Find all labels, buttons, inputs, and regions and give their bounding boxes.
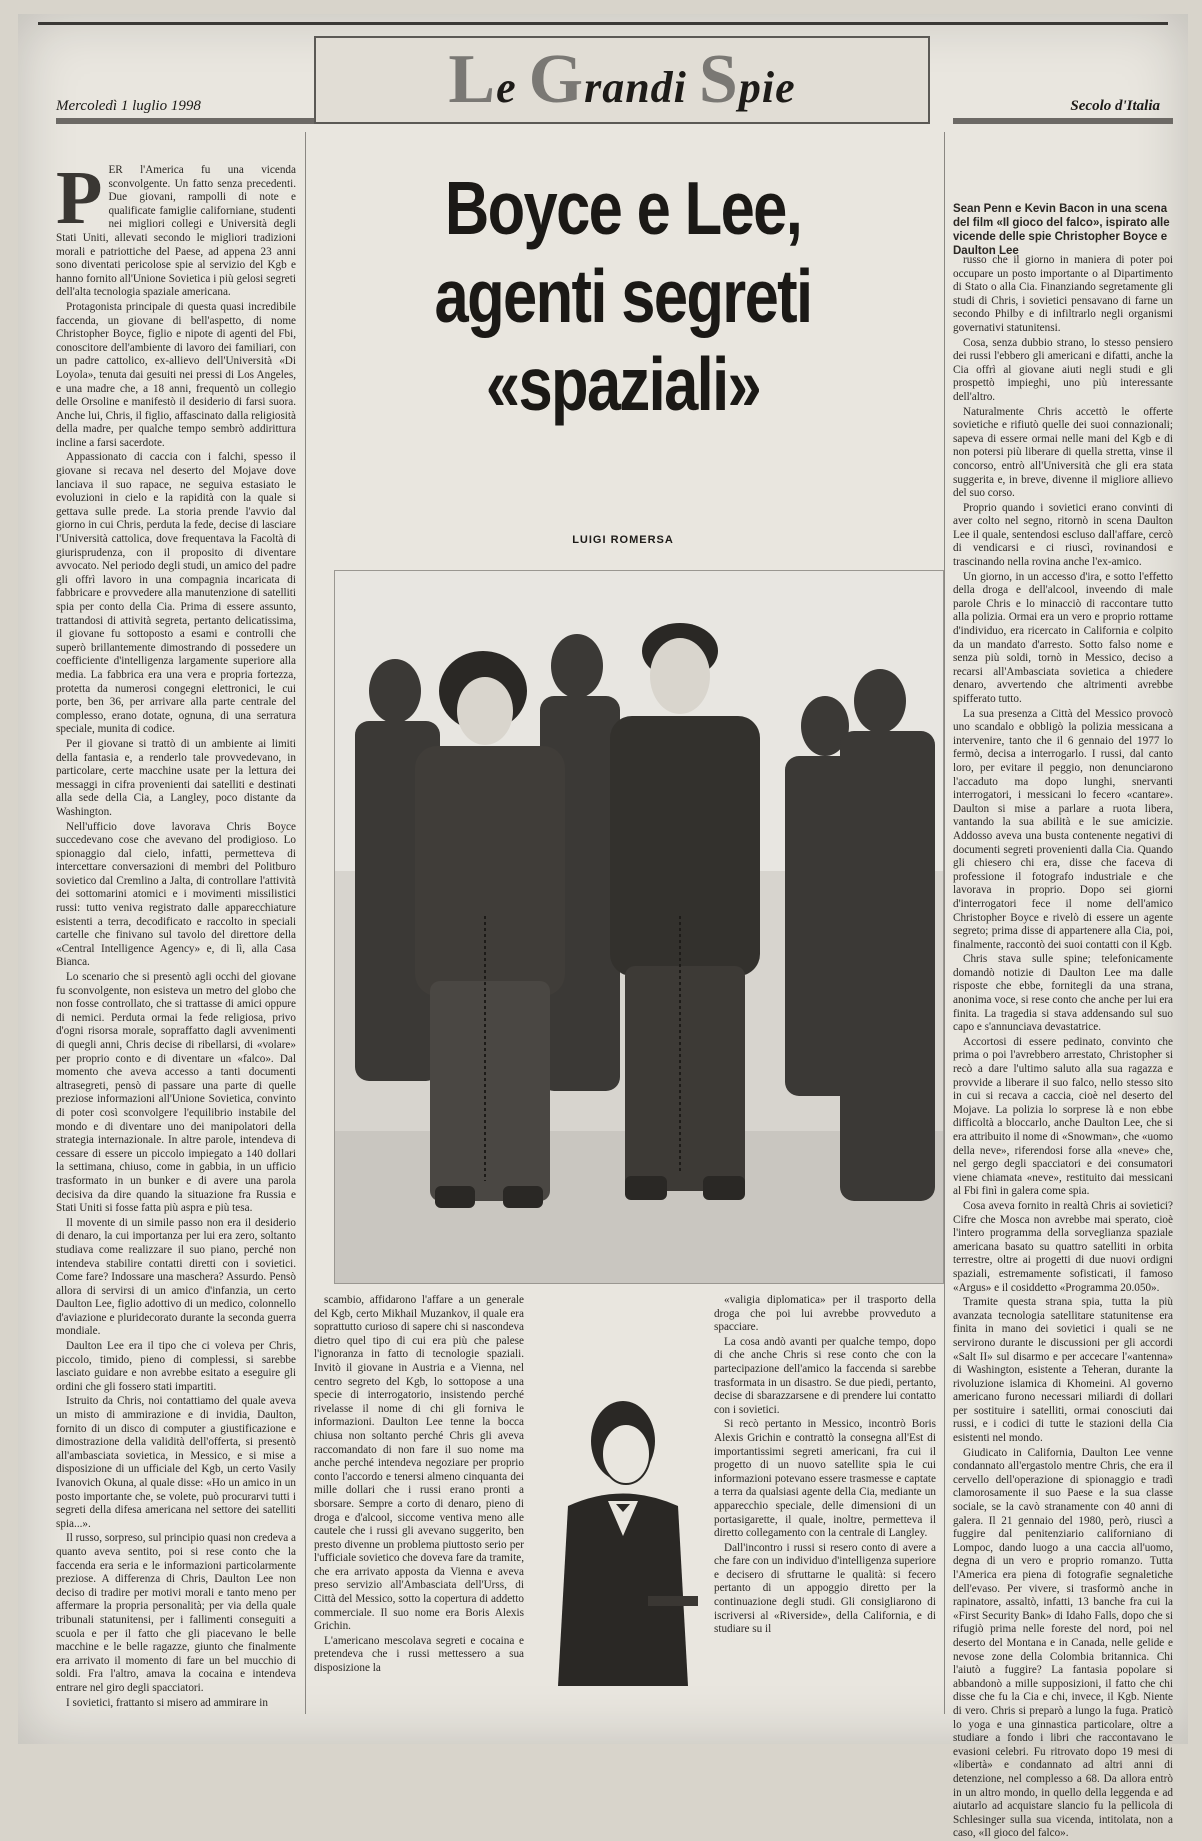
article-paragraph: I sovietici, frattanto si misero ad ammirare in [66, 1696, 268, 1709]
section-title: Le Grandi Spie [448, 41, 796, 118]
article-paragraph: Proprio quando i sovietici erano convinti di aver colto nel segno, ritornò in scena Daulton Lee il quale, sentendosi escluso dall'affare, cercò di vendicarsi e ci riuscì, rovinandosi e trascinando nella rovina anche l'ex-amico. [953, 501, 1173, 569]
issue-date: Mercoledì 1 luglio 1998 [56, 98, 201, 114]
article-paragraph: La sua presenza a Città del Messico provocò uno scandalo e obbligò la polizia messicana a intervenire, tanto che il 6 gennaio del 1977 lo fermò, decisa a interrogarlo. I russi, dal canto loro, per evitare il peggio, non denunciarono l'accaduto ma dopo lunghi, snervanti interrogatori, i messicani lo fecero «cantare». Daulton si mise a parlare a ruota libera, vantando la sua abilità e le sue amicizie. Addosso aveva una busta contenente negativi di documenti segreti provenienti dalla Cia. Quando gli chiesero chi era, disse che faceva di professione il fotografo industriale e che lavorava in proprio. Dopo sei giorni d'interrogatori fece il nome dell'amico Christopher Boyce e rivelò di essere un agente segreto; prima disse di appartenere alla Cia, poi, finalmente, raccontò dei suoi contatti con il Kgb. [953, 707, 1173, 951]
newspaper-page [18, 14, 1188, 1840]
article-paragraph: Naturalmente Chris accettò le offerte sovietiche e rifiutò quelle dei suoi connazionali; sapeva di essere ormai nelle mani del Kgb e di non potersi più liberare di quella stretta, vinse il concorso, entrò all'Università che gli era stata suggerita e, in breve, divenne il migliore allievo del suo corso. [953, 405, 1173, 500]
article-paragraph: Si recò pertanto in Messico, incontrò Boris Alexis Grichin e contrattò la consegna all'Est di importantissimi segreti americani, fra cui il progetto di un nuovo satellite spia le cui informazioni potevano essere trasmesse e captate a terra da qualsiasi agente della Cia, mediante un apparecchio speciale, delle dimensioni di un portasigarette, il quale, inoltre, permetteva il diretto collegamento con la centrale di Langley. [714, 1418, 936, 1540]
article-column-2 [314, 1294, 524, 1724]
column-rule [305, 132, 306, 1714]
article-paragraph: Protagonista principale di questa quasi incredibile faccenda, un giovane di bell'aspetto, di nome Christopher Boyce, figlio e nipote di agenti del Fbi, conoscitore dell'ambiente di lavoro dei familiari, con un padre cattolico, ex-allievo dell'Università «Di Loyola», tenuta dai gesuiti nei pressi di Los Angeles, e una madre che, a 18 anni, frequentò un collegio delle Orsoline e manifestò il desiderio di farsi suora. Anche lui, Chris, il figlio, affascinato dalla religiosità della madre, per qualche tempo sembrò addirittura incline a farsi sacerdote. [56, 300, 296, 449]
article-paragraph: La cosa andò avanti per qualche tempo, dopo di che anche Chris si rese conto che con la partecipazione dell'amico la faccenda si sarebbe trasformata in un disastro. Se due piedi, pertanto, decise di sbarazzarsene e di prendere lui contatto con i sovietici. [714, 1335, 936, 1416]
byline: LUIGI ROMERSA [572, 534, 674, 546]
publication-name: Secolo d'Italia [1070, 98, 1160, 114]
article-paragraph: «valigia diplomatica» per il trasporto della droga che poi lui avrebbe provveduto a spacciare. [714, 1294, 936, 1334]
article-paragraph: Lo scenario che si presentò agli occhi del giovane fu sconvolgente, non esisteva un metro del globo che non fosse controllato, che si trattasse di amici oppure di nemici. Perduta ormai la fede religiosa, privo d'ogni risorsa morale, sopraffatto dagli avvenimenti di quegli anni, Chris decise di ribellarsi, di «volare» per proprio conto e di diventare un «falco». Dal momento che aveva accesso a tanti documenti altrasegreti, pensò di passare una parte di quelle preziose informazioni all'Unione Sovietica, convinto di poter così sconvolgere l'equilibrio instabile del mondo e di diventare uno dei manipolatori della strategia internazionale. In altre parole, intendeva di cessare di essere un piccolo impiegato a 140 dollari la settimana, chiuso, come in gabbia, in un ufficio trasformato in un bunker e di avere una parola decisiva da dire quando la situazione fra Russia e Stati Uniti si fosse fatta più aspra e più tesa. [56, 971, 296, 1215]
headline: Boyce e Lee, agenti segreti «spaziali» [434, 166, 812, 426]
article-paragraph: Chris stava sulle spine; telefonicamente domandò notizie di Daulton Lee ma dalle risposte che ebbe, fornitegli da una strana, anonima voce, si rese conto che anche per lui era finita. La tragedia si stava addensando sul suo capo e s'annunciava devastatrice. [953, 953, 1173, 1034]
article-paragraph: Nell'ufficio dove lavorava Chris Boyce succedevano cose che avevano del prodigioso. Lo spionaggio dal cielo, infatti, permetteva di intercettare conversazioni di membri del Politburo sovietico dal Cremlino a Jalta, di controllare l'attività dei sottomarini atomici e i movimenti missilistici russi: tutto veniva registrato dalle apparecchiature esistenti a terra, decodificato e raccolto in speciali cartelle che finivano sul tavolo del direttore della «Central Intelligence Agency» e, di lì, alla Casa Bianca. [56, 820, 296, 969]
article-paragraph: Giudicato in California, Daulton Lee venne condannato all'ergastolo mentre Chris, che era il cervello dell'operazione di spionaggio e tradì clamorosamente il suo Paese e la sua classe sociale, se la cavò stranamente con 40 anni di galera. Il 21 gennaio del 1980, però, riuscì a fuggire dal penitenziario californiano di Lompoc, dando luogo a una caccia all'uomo, degna di un vero e proprio romanzo. Tutta l'America era piena di fotografie segnaletiche dell'evaso. Per vivere, si trasformò anche in rapinatore, assaltò, infatti, 13 banche fra cui la «First Security Bank» di Idaho Falls, dopo che si rifugiò prima nelle foreste del nord, poi nel deserto del Montana e in Canada, nelle gelide e nevose zone della Colombia britannica. Chi l'aiutò a fuggire? La fantasia popolare si abbandonò a mille supposizioni, il fatto che chi disse che fu la Cia e chi, invece, il Kgb. Niente di vero. Chris si preparò a lungo la fuga. Praticò lo yoga e una ginnastica particolare, oltre a studiare a fondo i libri che raccontavano le evasioni celebri. Fu ritrovato dopo 19 mesi di «libertà» e condannato ad altri anni di detenzione, nel complesso a 68. Da allora entrò in un altro mondo, in quello della leggenda e ad aiutarlo ad acquistare slancio fu la pellicola di Schlesinger sulla sua vicenda, intitolata, non a caso, «Il gioco del falco». [953, 1446, 1173, 1840]
header-rule-right [953, 118, 1173, 124]
article-column-4 [953, 254, 1173, 1840]
article-paragraph: Daulton Lee era il tipo che ci voleva per Chris, piccolo, timido, pieno di complessi, si sarebbe lasciato guidare e non avrebbe esitato a eseguire gli ordini che gli fossero stati impartiti. [56, 1340, 296, 1393]
article-paragraph: Appassionato di caccia con i falchi, spesso il giovane si recava nel deserto del Mojave dove lanciava il suo rapace, ne seguiva estasiato le evoluzioni in cielo e la rapidità con la quale si gettava sulle prede. La storia prende l'avvio dal giorno in cui Chris, perduta la fede, decise di lasciare l'Università cattolica, dove frequentava la Facoltà di giurisprudenza, con il proposito di diventare avvocato. Nel periodo degli studi, un amico del padre gli offrì lavoro in una compagnia incaricata di fabbricare e provvedere alla manutenzione di satelliti spia per conto della Cia. Prima di essere assunto, trattandosi di attività segreta, pertanto delicatissima, il giovane fu sottoposto a esami e controlli che superò brillantemente dimostrando di possedere un coefficiente d'intelligenza largamente superiore alla media. La fabbrica era una vera e propria fortezza, protetta da numerosi congegni elettronici, le cui porte, ben 36, per arrivare alla parte centrale del complesso, erano dotate, ognuna, di una serratura speciale, munita di codice. [56, 451, 296, 736]
drop-cap: P [56, 156, 103, 240]
top-rule [38, 22, 1168, 25]
section-banner [314, 36, 930, 124]
header-rule-left [56, 118, 316, 124]
spy-illustration [538, 1386, 708, 1686]
article-paragraph: Istruito da Chris, noi contattiamo del quale aveva un misto di ammirazione e di invidia, Daulton, fornito di un disco di computer a giustificazione e dimostrazione della validità dell'offerta, si presentò all'ambasciata sovietica, in Messico, e si mise a disposizione di un ufficiale del Kgb, un certo Vasily Ivanovich Okuna, al quale disse: «Ho un amico in un posto importante che, se volete, può procurarvi tutti i segreti della difesa americana nel settore dei satelliti spia...». [56, 1395, 296, 1530]
article-paragraph: russo che il giorno in maniera di poter poi occupare un posto importante o al Dipartimento di Stato o alla Cia. Finanziando segretamente gli studi di Chris, i sovietici pensavano di farne un secondo Philby e di infiltrarlo negli organismi governativi statunitensi. [953, 254, 1173, 334]
article-paragraph: scambio, affidarono l'affare a un generale del Kgb, certo Mikhail Muzankov, il quale era soprattutto curioso di sapere chi si nascondeva dietro quel tipo di cui era più che palese l'ignoranza in fatto di tecnologie spaziali. Invitò il giovane in Austria e a Vienna, nel centro segreto del Kgb, lo sottopose a una specie di interrogatorio, insistendo perché rivelasse il nome di chi gli forniva le informazioni. Daulton Lee tenne la bocca chiusa non soltanto perché Chris gli aveva raccomandato di non fare il suo nome ma anche perché intendeva negoziare per proprio conto l'accordo e tenersi almeno cinquanta dei mille dollari che i russi erano pronti a sborsare. Sempre a corto di denaro, pieno di droga e d'alcool, siccome ventiva meno alle cautele che i russi gli avevano suggerito, ben presto divenne un problema piuttosto serio per l'ufficiale sovietico che doveva fare da tramite, che era arrivato apposta da Vienna e aveva preso servizio all'Ambasciata dell'Urss, di Città del Messico, sotto la copertura di addetto commerciale. Il suo nome era Boris Alexis Grichin. [314, 1294, 524, 1633]
article-paragraph: Il russo, sorpreso, sul principio quasi non credeva a quanto aveva sentito, poi si rese conto che la faccenda era seria e le informazioni particolarmente preziose. A differenza di Chris, Daulton Lee non deciso di tradire per motivi morali e tanto meno per affermare la propria personalità; per via della quale tribunali statunitensi, per i fallimenti conseguiti a scuola e per il fatto che gli piacevano le belle macchine e le belle ragazze, giunto che finalmente era arrivato il momento di fare un bel mucchio di soldi. Fra l'altro, amava la cocaina e intendeva entrare nel giro degli spacciatori. [56, 1532, 296, 1694]
article-paragraph: Per il giovane si trattò di un ambiente ai limiti della fantasia e, a renderlo tale provvedevano, in particolare, certe macchine usate per la lettura dei messaggi in cifra provenienti dai satelliti e destinati alla sede della Cia, a Langley, poco distante da Washington. [56, 737, 296, 818]
article-column-1 [56, 156, 296, 1724]
article-paragraph: L'americano mescolava segreti e cocaina e pretendeva che i russi mettessero a sua disposizione la [314, 1634, 524, 1675]
article-paragraph: Dall'incontro i russi si resero conto di avere a che fare con un individuo d'intelligenza superiore e decisero di sfruttarne le qualità: si fecero pertanto di un appoggio diretto per la continuazione degli studi. Gli consigliarono di iscriversi al «Riverside», della California, e di studiare su il [714, 1541, 936, 1636]
article-paragraph: Un giorno, in un accesso d'ira, e sotto l'effetto della droga e dell'alcool, inveendo di male parole Chris e lo minacciò di raccontare tutto alla polizia. Ormai era un vero e proprio rottame d'individuo, era ricercato in California e colpito da un mandato d'arresto. Sotto falso nome e senza più soldi, tornò in Messico, deciso a recarsi all'Ambasciata sovietica a chiedere denaro, avvertendo che altrimenti avrebbe spifferato tutto. [953, 570, 1173, 705]
column-rule [944, 132, 945, 1714]
article-paragraph: Tramite questa strana spia, tutta la più avanzata tecnologia satellitare statunitense era finita in mano dei sovietici i quali se ne servirono durante le discussioni per gli accordi «Salt II» sul disarmo e per accecare l'«antenna» di Washington, esistente a Teheran, durante la rivoluzione islamica di Khomeini. Al governo americano furono necessari miliardi di dollari per sostituire i satelliti, ormai conosciuti dai russi, e i codici di tutte le stazioni della Cia esistenti nel mondo. [953, 1296, 1173, 1445]
article-column-3 [714, 1294, 936, 1724]
article-paragraph: Cosa, senza dubbio strano, lo stesso pensiero dei russi l'ebbero gli americani e difatti, anche la Cia offrì al giovane aiuti negli studi e gli prospettò impieghi, uno più interessante dell'altro. [953, 336, 1173, 403]
article-paragraph: Cosa aveva fornito in realtà Chris ai sovietici? Cifre che Mosca non avrebbe mai sperato, cioè l'intero programma della sorveglianza spaziale americana basato su quattro satelliti in orbita terrestre, oltre ai progetti di due nuovi ordigni spaziali, estremamente sofisticati, il famoso «Argus» e il cosiddetto «Programma 20.050». [953, 1199, 1173, 1294]
article-paragraph: Il moventе di un simile passo non era il desiderio di denaro, la cui importanza per lui era zero, soltanto studiava come realizzare il suo piano, perché non intendeva stabilire contatti diretti con i sovietici. Come fare? Indossare una maschera? Assurdo. Pensò allora di servirsi di un amico d'infanzia, un certo Daulton Lee, figlio adottivo di un medico, colonnello d'aviazione e pluridecorato durante la seconda guerra mondiale. [56, 1216, 296, 1338]
article-paragraph: Accortosi di essere pedinato, convinto che prima o poi l'avrebbero arrestato, Christopher si recò a dare l'ultimo saluto alla sua ragazza e provvide a liberare il suo falco, nello stesso sito in cui si recava a caccia, cioè nel deserto del Mojave. La polizia lo sorprese là e non ebbe difficoltà a bloccarlo, anche Daulton Lee, che si era attribuito il nome di «Snowman», che «uomo della neve», riferendosi forse alla «neve» che, nel gergo degli spacciatori e dei consumatori viene chiamata «neve», restituito dai messicani al Fbi finì in galera come spia. [953, 1035, 1173, 1198]
article-paragraph: PER l'America fu una vicenda sconvolgente. Un fatto senza precedenti. Due giovani, rampolli di note e qualificate famiglie californiane, studenti nei migliori collegi e Università degli Stati Uniti, allevati secondo le migliori tradizioni morali e patriottiche del Paese, ad appena 23 anni sono diventati pericolose spie al servizio del Kgb e hanno fornito all'Unione Sovietica i più gelosi segreti dell'alta tecnologia spaziale americana. [56, 156, 296, 299]
photo-caption: Sean Penn e Kevin Bacon in una scena del film «Il gioco del falco», ispirato alle vicende delle spie Christopher Boyce e Daulton Lee [953, 203, 1170, 257]
news-photo [334, 570, 944, 1284]
